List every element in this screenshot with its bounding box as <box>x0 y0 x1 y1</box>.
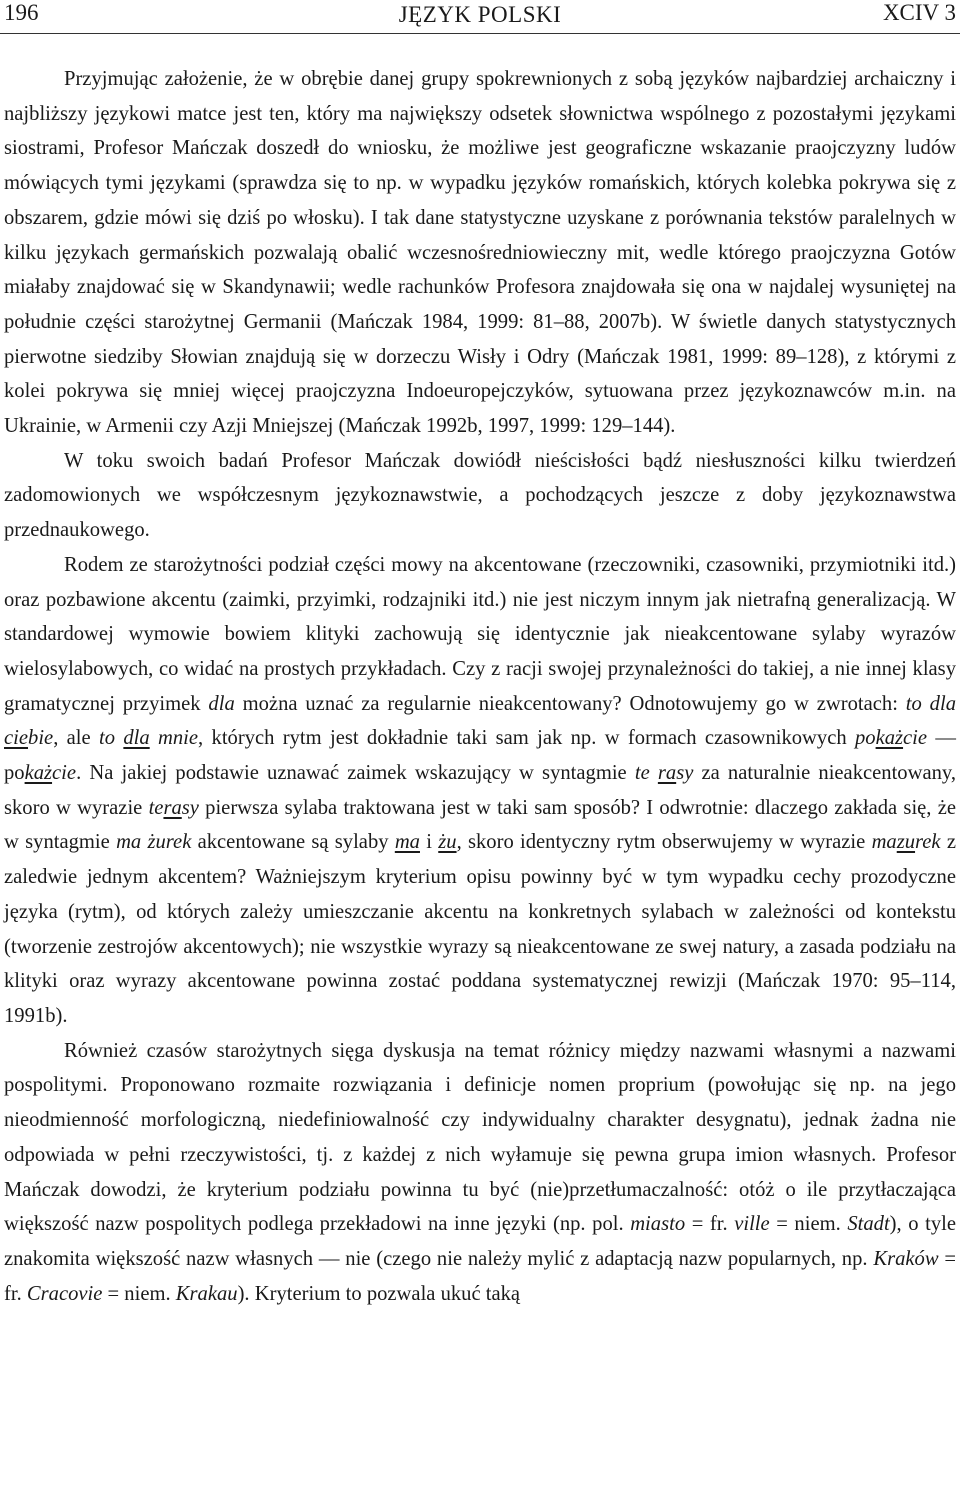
italic-example: Krakau <box>175 1282 238 1305</box>
italic-example <box>395 831 420 853</box>
italic-example: Cracovie <box>26 1282 103 1305</box>
italic-example: ville <box>734 1213 770 1236</box>
italic-example: ma żurek <box>116 831 192 854</box>
journal-title: JĘZYK POLSKI <box>398 2 562 27</box>
stressed-syllable: ma <box>394 831 420 854</box>
stressed-syllable: ra <box>657 762 677 785</box>
italic-example: Stadt <box>847 1213 890 1236</box>
paragraph-2: W toku swoich badań Profesor Mańczak dowiódł nieścisłości bądź niesłuszności kilku twierdzeń zadomowionych we współczesnym językoznawstwie, a pochodzących jeszcze z doby językoznawstwa przednaukowego. <box>4 449 956 542</box>
stressed-syllable: każ <box>875 727 904 750</box>
italic-example: dla <box>208 692 235 715</box>
header-rule <box>0 33 960 34</box>
volume-number: XCIV 3 <box>882 0 956 25</box>
stressed-syllable: każ <box>24 762 53 785</box>
stressed-syllable: żu <box>438 831 457 854</box>
italic-example: mazurek <box>871 831 941 854</box>
italic-example: pokażcie <box>855 727 928 750</box>
page-number: 196 <box>4 0 39 25</box>
italic-example: miasto <box>630 1213 686 1236</box>
stressed-syllable: dla <box>123 727 150 750</box>
italic-example <box>438 831 456 853</box>
italic-example: terasy <box>148 796 199 819</box>
italic-example: Kraków <box>873 1247 939 1270</box>
body-text <box>4 62 956 1311</box>
paragraph-4: Również czasów starożytnych sięga dyskusja na temat różnicy między nazwami własnymi a nazwami pospolitymi. Proponowano rozmaite rozwiązania i definicje nomen proprium (powołując się np. na jego nieodmienność morfologiczną, niedefiniowalność czy indywidualny charakter desygnatu), jednak żadna nie odpowiada w pełni rzeczywistości, tj. z każdej z nich wyłamuje się pewna grupa imion własnych. Profesor Mańczak dowodzi, że kryterium podziału powinna tu być (nie)przetłumaczalność: otóż o ile przytłaczająca większość nazw pospolitych podlega przekładowi na inne języki (np. pol. miasto = fr. ville = niem. Stadt), o tyle znakomita większość nazw własnych — nie (czego nie należy mylić z adaptacją nazw popularnych, np. Kraków = fr. Cracovie = niem. Krakau). Kryterium to pozwala ukuć taką <box>4 1039 957 1305</box>
italic-example: te rasy <box>634 762 694 785</box>
stressed-syllable: cie <box>4 727 29 750</box>
stressed-syllable: ra <box>163 796 182 819</box>
italic-example: każcie <box>24 762 77 785</box>
italic-example: to dla mnie <box>99 727 199 750</box>
paragraph-3: Rodem ze starożytności podział części mowy na akcentowane (rzeczowniki, czasowniki, przymiotniki itd.) oraz pozbawione akcentu (zaimki, przyimki, rodzajniki itd.) nie jest niczym innym jak nietrafną generalizacją. W standardowej wymowie bowiem klityki zachowują się identycznie jak nieakcentowane sylaby wyrazów wielosylabowych, co widać na prostych przykładach. Czy z racji swojej przynależności do takiej, a nie innej klasy gramatycznej przyimek dla można uznać za regularnie nieakcentowany? Odnotowujemy go w zwrotach: to dla ciebie, ale to dla mnie, których rytm jest dokładnie taki sam jak np. w formach czasownikowych pokażcie — pokażcie. Na jakiej podstawie uznawać zaimek wskazujący w syntagmie te rasy za naturalnie nieakcentowany, skoro w wyrazie terasy pierwsza sylaba traktowana jest w taki sam sposób? I odwrotnie: dlaczego zakłada się, że w syntagmie ma żurek akcentowane są sylaby ma i żu, skoro identyczny rytm obserwujemy w wyrazie mazurek z zaledwie jednym akcentem? Ważniejszym kryterium opisu powinny być w tym wypadku cechy prozodyczne języka (rytm), od których zależy umieszczanie akcentu na konkretnych sylabach w zależności od kontekstu (tworzenie zestrojów akcentowych); nie wszystkie wyrazy są nieakcentowane ze swej natury, a zasada podziału na klityki oraz wyrazy akcentowane powinna zostać poddana systematycznej rewizji (Mańczak 1970: 95–114, 1991b). <box>4 553 957 1027</box>
stressed-syllable: zu <box>896 831 916 854</box>
italic-example: to dla ciebie <box>4 692 956 750</box>
running-header <box>0 0 960 32</box>
paragraph-1: Przyjmując założenie, że w obrębie danej grupy spokrewnionych z sobą języków najbardziej archaiczny i najbliższy językowi matce jest ten, który ma największy odsetek słownictwa wspólnego z pozostałymi językami siostrami, Profesor Mańczak doszedł do wniosku, że możliwe jest geograficzne wskazanie praojczyzny ludów mówiących tymi językami (sprawdza się to np. w wypadku języków romańskich, których kolebka pokrywa się z obszarem, gdzie mówi się dziś po włosku). I tak dane statystyczne uzyskane z porównania tekstów paralelnych w kilku językach germańskich pozwalają obalić wczesnośredniowieczny mit, wedle którego praojczyzna Gotów miałaby znajdować się w Skandynawii; wedle rachunków Profesora znajdowała się ona w najdalej wysuniętej na południe części starożytnej Germanii (Mańczak 1984, 1999: 81–88, 2007b). W świetle danych statystycznych pierwotne siedziby Słowian znajdują się w dorzeczu Wisły i Odry (Mańczak 1981, 1999: 89–128), z którymi z kolei pokrywa się mniej więcej praojczyzna Indoeuropejczyków, sytuowana przez językoznawców m.in. na Ukrainie, w Armenii czy Azji Mniejszej (Mańczak 1992b, 1997, 1999: 129–144). <box>4 68 956 438</box>
